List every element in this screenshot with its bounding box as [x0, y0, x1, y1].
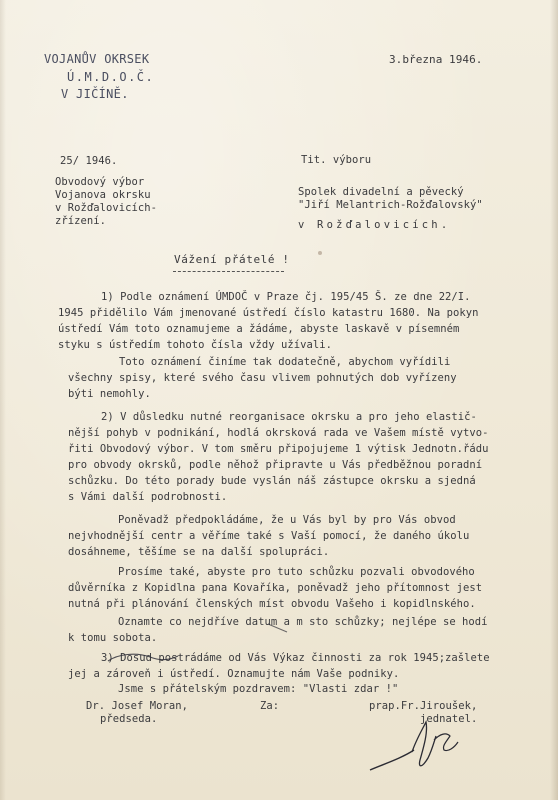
body-line: Prosíme také, abyste pro tuto schůzku pozvali obvodového [118, 566, 475, 578]
signature-for-label: Za: [260, 700, 280, 712]
body-line: k tomu sobota. [68, 632, 158, 644]
recipient-line-1: Tit. výboru [301, 154, 372, 166]
recipient-line-4: v Rožďalovicích. [298, 219, 451, 231]
body-line: nejvhodnější centr a věříme také s Vaší pomocí, že daného úkolu [68, 530, 470, 542]
salutation: Vážení přátelé ! [174, 253, 290, 266]
body-line: ústředí Vám toto oznamujeme a žádáme, abyste laskavě v písemném [58, 323, 460, 335]
body-line: pro obvody okrsků, podle něhož připravte u Vás předběžnou poradní [68, 459, 483, 471]
body-line: Oznamte co nejdříve datum a m sto schůzky; nejlépe se hodí [118, 616, 488, 628]
recipient-line-3: "Jiří Melantrich-Rožďalovský" [298, 199, 483, 211]
body-line: důvěrníka z Kopidlna pana Kovaříka, poněvadž jeho přítomnost jest [68, 582, 483, 594]
body-line: styku s ústředím tohoto čísla vždy užívali. [58, 339, 332, 351]
body-line: schůzku. Do této porady bude vyslán náš zástupce okrsku a sjedná [68, 475, 476, 487]
body-line: 2) V důsledku nutné reorganisace okrsku a pro jeho elastič- [101, 411, 477, 423]
sender-line-3: v Rožďalovicích- [55, 202, 157, 214]
body-line: nutná při plánování členských míst obvodu Vašeho i kopidlnského. [68, 598, 476, 610]
body-line: 3) Dosud postrádáme od Vás Výkaz činnosti za rok 1945;zašlete [101, 652, 490, 664]
letterhead-line-3: V JIČÍNĚ. [61, 87, 129, 101]
handwritten-stroke-icon [268, 624, 287, 632]
recipient-line-2: Spolek divadelní a pěvecký [298, 186, 464, 198]
sender-line-4: zřízení. [55, 215, 106, 227]
body-line: 1) Podle oznámení ÚMDOČ v Praze čj. 195/45 Š. ze dne 22/I. [101, 291, 471, 303]
body-line: Jsme s přátelským pozdravem: "Vlasti zdar !" [118, 683, 399, 695]
body-line: dosáhneme, těšíme se na další spolupráci. [68, 546, 330, 558]
handwritten-signature [362, 712, 482, 792]
body-line: s Vámi další podrobnosti. [68, 491, 228, 503]
paper-blemish [318, 251, 322, 255]
sender-line-1: Obvodový výbor [55, 176, 145, 188]
body-line: Toto oznámení činíme tak dodatečně, abychom vyřídili [119, 356, 451, 368]
signatory-left-title: předseda. [100, 713, 158, 725]
signatory-right-name: prap.Fr.Jiroušek, [369, 700, 478, 712]
signatory-right-title: jednatel. [420, 713, 478, 725]
handwritten-scribble-icon [108, 654, 178, 661]
letterhead-line-2: Ú.M.D.O.Č. [67, 70, 155, 84]
body-line: jej a zároveň i ústředí. Oznamujte nám Vaše podniky. [68, 668, 400, 680]
reference-number: 25/ 1946. [60, 155, 118, 167]
letter-date: 3.března 1946. [389, 53, 483, 66]
letterhead-line-1: VOJANŮV OKRSEK [44, 52, 150, 66]
body-line: býti nemohly. [68, 388, 151, 400]
sender-line-2: Vojanova okrsku [55, 189, 151, 201]
body-line: 1945 přidělilo Vám jmenované ústředí číslo katastru 1680. Na pokyn [58, 307, 479, 319]
body-line: všechny spisy, které svého času vlivem pohnutých dob vyřízeny [68, 372, 457, 384]
signatory-left-name: Dr. Josef Moran, [86, 700, 188, 712]
body-line: řiti Obvodový výbor. V tom směru připojujeme 1 výtisk Jednotn.řádu [68, 443, 489, 455]
body-line: nější pohyb v podnikání, hodlá okrsková rada ve Vašem místě vytvo- [68, 427, 489, 439]
body-line: Poněvadž předpokládáme, že u Vás byl by pro Vás obvod [118, 514, 456, 526]
